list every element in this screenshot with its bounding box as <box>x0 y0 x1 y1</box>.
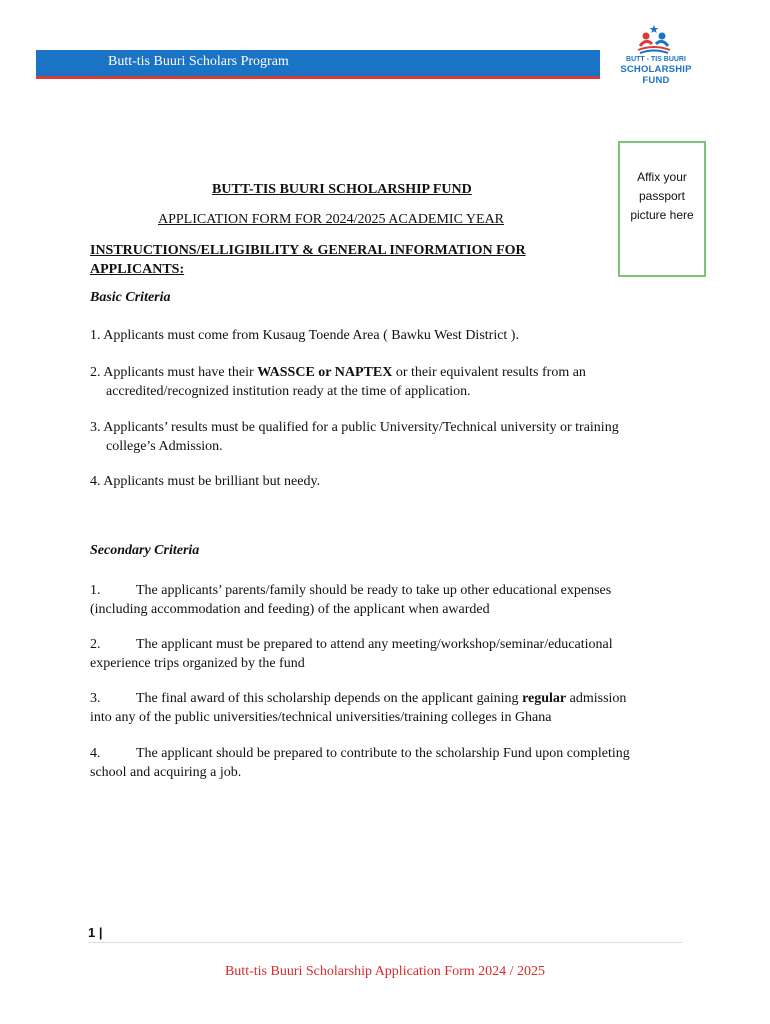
item-text: Applicants must have their <box>103 365 258 380</box>
item-number: 4. <box>90 474 101 489</box>
item-number: 2. <box>90 637 101 652</box>
item-number: 3. <box>90 420 101 435</box>
item-text: or their equivalent results from an <box>392 365 586 380</box>
secondary-criteria-item-1 <box>90 581 680 619</box>
instructions-heading: INSTRUCTIONS/ELLIGIBILITY & GENERAL INFORMATION FOR APPLICANTS: <box>90 243 526 277</box>
item-text: admission <box>566 691 627 706</box>
item-text-bold: WASSCE or NAPTEX <box>257 365 393 380</box>
basic-criteria-item-3 <box>90 418 670 456</box>
secondary-criteria-item-4 <box>90 744 680 782</box>
logo-emblem-icon <box>606 24 706 56</box>
item-text: The applicant must be prepared to attend any meeting/workshop/seminar/educational <box>136 637 613 652</box>
item-continuation: accredited/recognized institution ready at the time of application. <box>106 384 471 399</box>
item-continuation: (including accommodation and feeding) of the applicant when awarded <box>90 602 490 617</box>
photo-box-line-1: Affix your <box>637 170 687 184</box>
basic-criteria-heading: Basic Criteria <box>90 290 171 305</box>
item-text: The applicants’ parents/family should be ready to take up other educational expenses <box>136 583 612 598</box>
basic-criteria-item-1 <box>90 326 670 345</box>
item-text-bold: regular <box>522 691 567 706</box>
basic-criteria-item-2 <box>90 363 670 401</box>
item-continuation: college’s Admission. <box>106 439 223 454</box>
page-number: 1 | <box>88 925 103 940</box>
item-text: Applicants must come from Kusaug Toende Area ( Bawku West District ). <box>103 328 519 343</box>
item-continuation: school and acquiring a job. <box>90 765 242 780</box>
secondary-criteria-item-3 <box>90 689 680 727</box>
item-text: Applicants’ results must be qualified for a public University/Technical university or training <box>103 420 619 435</box>
header-title: Butt-tis Buuri Scholars Program <box>108 54 289 69</box>
photo-box-line-2: passport <box>638 189 686 203</box>
secondary-criteria-item-2 <box>90 635 680 673</box>
scholarship-fund-logo <box>606 24 706 86</box>
item-text: The final award of this scholarship depends on the applicant gaining <box>136 691 523 706</box>
photo-box-line-3: picture here <box>630 208 694 222</box>
logo-line-1: BUTT - TIS BUURI <box>626 56 686 63</box>
form-title: BUTT-TIS BUURI SCHOLARSHIP FUND <box>212 182 472 197</box>
item-text: The applicant should be prepared to contribute to the scholarship Fund upon completing <box>136 746 630 761</box>
item-text: Applicants must be brilliant but needy. <box>103 474 321 489</box>
item-continuation: experience trips organized by the fund <box>90 656 305 671</box>
passport-photo-box <box>618 141 706 277</box>
item-number: 3. <box>90 691 101 706</box>
basic-criteria-item-4 <box>90 472 670 491</box>
item-number: 1. <box>90 328 101 343</box>
footer-text: Butt-tis Buuri Scholarship Application Form 2024 / 2025 <box>224 964 546 979</box>
item-number: 2. <box>90 365 101 380</box>
item-number: 1. <box>90 583 101 598</box>
secondary-criteria-heading: Secondary Criteria <box>90 543 200 558</box>
form-subtitle: APPLICATION FORM FOR 2024/2025 ACADEMIC YEAR <box>158 212 505 227</box>
header-accent-line <box>36 76 600 79</box>
footer-divider <box>88 942 682 943</box>
item-continuation: into any of the public universities/technical universities/training colleges in Ghana <box>90 710 552 725</box>
item-number: 4. <box>90 746 101 761</box>
logo-line-2: SCHOLARSHIP FUND <box>620 64 692 86</box>
